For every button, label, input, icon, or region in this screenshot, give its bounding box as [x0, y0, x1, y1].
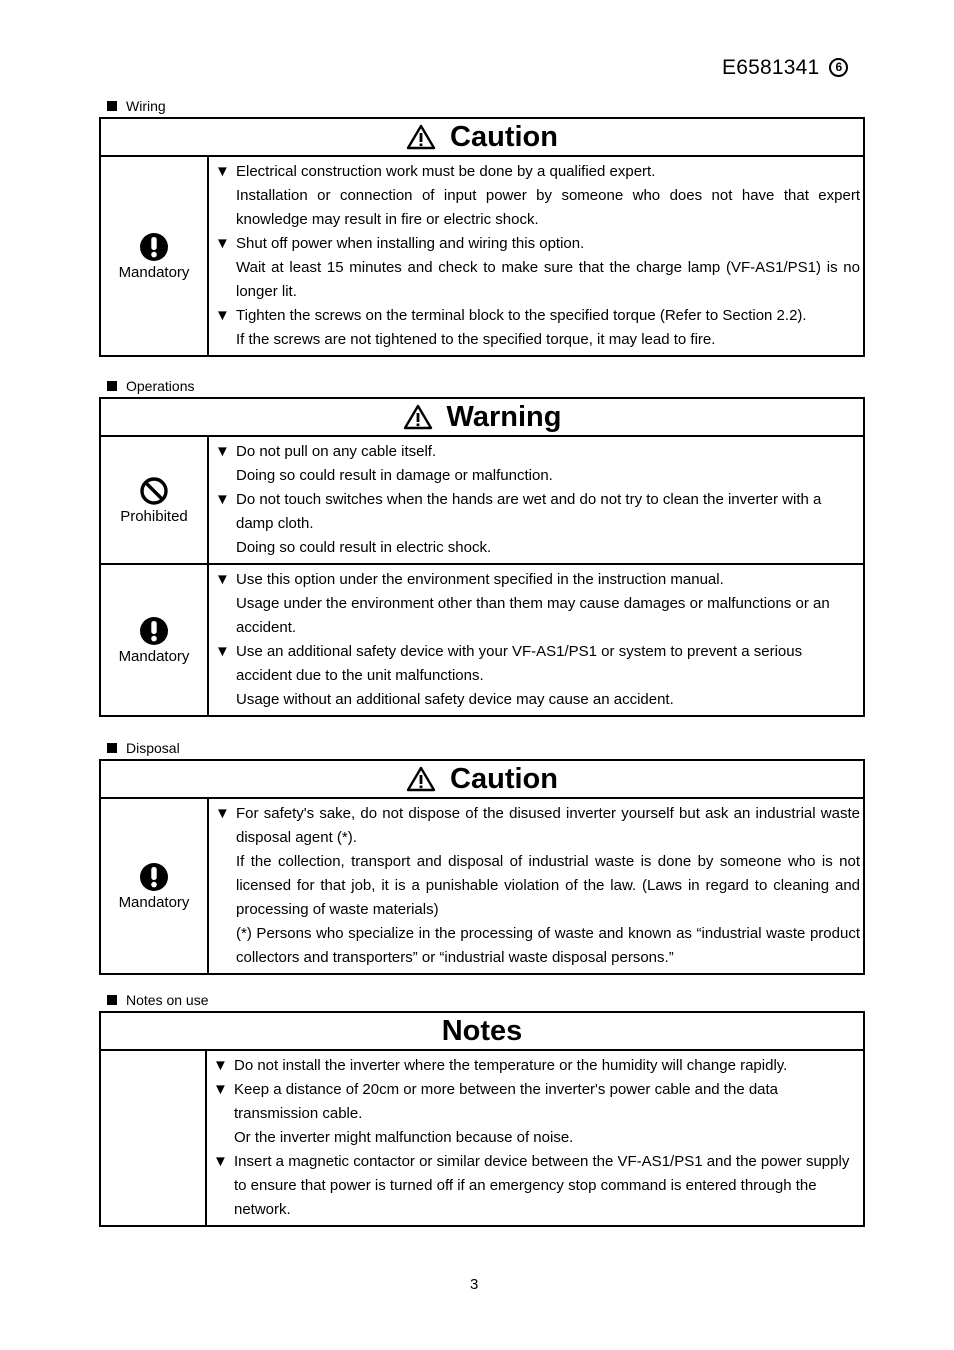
box-title-text: Caution	[450, 763, 558, 795]
bullet-detail: Usage under the environment other than them may cause damages or malfunctions or an accident.	[236, 595, 830, 636]
box-title	[101, 399, 863, 437]
bullet-text: Use an additional safety device with your VF-AS1/PS1 or system to prevent a serious accident due to the unit malfunctions.	[236, 643, 803, 684]
box-row	[101, 437, 863, 563]
icon-label: Mandatory	[118, 893, 190, 911]
exclamation-circle-icon	[139, 862, 169, 892]
section-label-operations	[107, 378, 194, 394]
section-label-text: Notes on use	[126, 992, 209, 1008]
section-label-disposal	[107, 740, 180, 756]
mandatory-cell	[101, 799, 209, 973]
bullet-text: Use this option under the environment specified in the instruction manual.	[236, 571, 724, 588]
bullet-item	[213, 1054, 860, 1078]
bullet-text: For safety's sake, do not dispose of the disused inverter yourself but ask an industrial waste disposal agent (*).	[236, 805, 860, 846]
square-bullet-icon	[107, 381, 117, 391]
section-label-notes	[107, 992, 209, 1008]
triangle-bullet-icon: ▼	[213, 1057, 228, 1074]
bullet-detail: Installation or connection of input power by someone who does not have that expert knowledge may result in fire or electric shock.	[236, 187, 860, 228]
bullet-item	[215, 160, 860, 184]
box-title	[101, 119, 863, 157]
warning-triangle-icon	[406, 766, 436, 792]
box-row	[101, 563, 863, 715]
bullet-item	[215, 440, 860, 464]
triangle-bullet-icon: ▼	[215, 235, 230, 252]
triangle-bullet-icon: ▼	[213, 1081, 228, 1098]
bullet-item	[215, 568, 860, 592]
row-text	[209, 437, 863, 563]
bullet-detail: Doing so could result in electric shock.	[236, 539, 492, 556]
row-text	[209, 799, 863, 973]
bullet-text: Insert a magnetic contactor or similar device between the VF-AS1/PS1 and the power supply to ensure that power is turned off if an emergency stop command is entered through the network.	[234, 1153, 850, 1218]
square-bullet-icon	[107, 101, 117, 111]
icon-label: Mandatory	[118, 647, 190, 665]
bullet-detail: (*) Persons who specialize in the processing of waste and known as “industrial waste product collectors and transporters” or “industrial waste disposal persons.”	[236, 925, 860, 966]
box-title-text: Notes	[441, 1015, 523, 1047]
exclamation-circle-icon	[139, 232, 169, 262]
box-row	[101, 1051, 863, 1225]
box-title	[101, 761, 863, 799]
bullet-text: Do not pull on any cable itself.	[236, 443, 437, 460]
row-text	[209, 157, 863, 355]
mandatory-cell	[101, 157, 209, 355]
document-number	[722, 56, 848, 80]
warning-box-operations	[99, 397, 865, 717]
triangle-bullet-icon: ▼	[215, 491, 230, 508]
prohibited-circle-icon	[139, 476, 169, 506]
bullet-detail: Doing so could result in damage or malfunction.	[236, 467, 553, 484]
bullet-detail: Or the inverter might malfunction because of noise.	[234, 1129, 574, 1146]
bullet-text: Tighten the screws on the terminal block to the specified torque (Refer to Section 2.2).	[236, 307, 807, 324]
icon-label: Prohibited	[120, 507, 188, 525]
bullet-item	[215, 802, 860, 850]
page-number: 3	[470, 1276, 479, 1293]
bullet-text: Do not touch switches when the hands are wet and do not try to clean the inverter with a damp cloth.	[236, 491, 822, 532]
bullet-item	[215, 488, 860, 536]
bullet-item	[213, 1150, 860, 1222]
square-bullet-icon	[107, 743, 117, 753]
bullet-text: Do not install the inverter where the temperature or the humidity will change rapidly.	[234, 1057, 788, 1074]
bullet-item	[215, 304, 860, 328]
bullet-detail: If the collection, transport and disposal of industrial waste is done by someone who is not licensed for that job, it is a punishable violation of the law. (Laws in regard to cleaning and processing of waste materials)	[236, 853, 860, 918]
box-title-text: Warning	[446, 401, 562, 433]
box-title	[101, 1013, 863, 1051]
bullet-text: Electrical construction work must be done by a qualified expert.	[236, 163, 656, 180]
row-text	[209, 565, 863, 715]
bullet-detail: If the screws are not tightened to the specified torque, it may lead to fire.	[236, 331, 716, 348]
box-row	[101, 157, 863, 355]
bullet-text: Keep a distance of 20cm or more between the inverter's power cable and the data transmission cable.	[234, 1081, 779, 1122]
revision-mark: 6	[829, 58, 848, 77]
bullet-item	[215, 232, 860, 256]
document-number-text: E6581341	[722, 56, 820, 79]
row-text	[207, 1051, 863, 1225]
section-label-text: Operations	[126, 378, 195, 394]
triangle-bullet-icon: ▼	[215, 805, 230, 822]
caution-box-wiring	[99, 117, 865, 357]
icon-label: Mandatory	[118, 263, 190, 281]
bullet-item	[213, 1078, 860, 1126]
bullet-text: Shut off power when installing and wiring this option.	[236, 235, 585, 252]
box-row	[101, 799, 863, 973]
bullet-detail: Usage without an additional safety device may cause an accident.	[236, 691, 674, 708]
square-bullet-icon	[107, 995, 117, 1005]
section-label-text: Disposal	[126, 740, 180, 756]
triangle-bullet-icon: ▼	[215, 307, 230, 324]
box-title-text: Caution	[450, 121, 558, 153]
triangle-bullet-icon: ▼	[215, 643, 230, 660]
section-label-wiring	[107, 98, 166, 114]
triangle-bullet-icon: ▼	[215, 163, 230, 180]
warning-triangle-icon	[403, 404, 433, 430]
bullet-item	[215, 640, 860, 688]
section-label-text: Wiring	[126, 98, 166, 114]
triangle-bullet-icon: ▼	[215, 443, 230, 460]
warning-triangle-icon	[406, 124, 436, 150]
bullet-detail: Wait at least 15 minutes and check to make sure that the charge lamp (VF-AS1/PS1) is no longer lit.	[236, 259, 860, 300]
caution-box-disposal	[99, 759, 865, 975]
exclamation-circle-icon	[139, 616, 169, 646]
empty-icon-cell	[101, 1051, 207, 1225]
prohibited-cell	[101, 437, 209, 563]
triangle-bullet-icon: ▼	[213, 1153, 228, 1170]
notes-box	[99, 1011, 865, 1227]
mandatory-cell	[101, 565, 209, 715]
triangle-bullet-icon: ▼	[215, 571, 230, 588]
